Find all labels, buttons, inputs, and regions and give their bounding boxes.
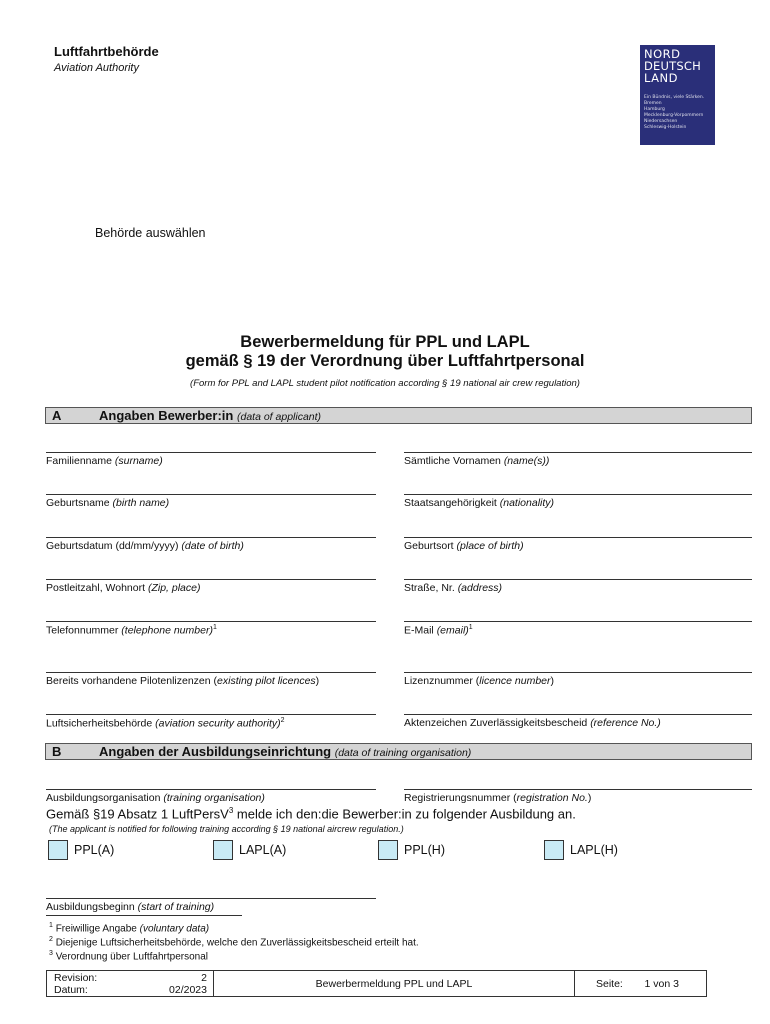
logo-tagline: Ein Bündnis, viele Stärken. Bremen Hamburg Mecklenburg-Vorpommern Niedersachsen Schleswig-Holstein — [644, 95, 705, 130]
authority-select[interactable]: Behörde auswählen — [95, 226, 206, 240]
lapl-a-label: LAPL(A) — [239, 843, 287, 857]
page-cell: Seite: 1 von 3 — [596, 978, 679, 990]
state-logo — [640, 45, 715, 145]
names-field[interactable]: Sämtliche Vornamen (name(s)) — [404, 452, 752, 471]
logo-line-1: NORD — [644, 47, 681, 61]
notification-text: Gemäß §19 Absatz 1 LuftPersV$^3$ melde ich den:die Bewerber:in zu folgender Ausbildung an. — [46, 806, 576, 822]
divider — [46, 915, 242, 916]
ppl-h-label: PPL(H) — [404, 843, 445, 857]
dob-field[interactable]: Geburtsdatum (dd/mm/yyyy) (date of birth) — [46, 537, 376, 556]
ppl-h-checkbox[interactable] — [378, 840, 398, 860]
section-title: Angaben der Ausbildungseinrichtung (data of training organisation) — [99, 744, 472, 759]
form-title: Bewerbermeldung für PPL und LAPL — [240, 333, 530, 351]
footnote-3: $^3$ Verordnung über Luftfahrtpersonal — [49, 950, 209, 963]
nationality-field[interactable]: Staatsangehörigkeit (nationality) — [404, 494, 752, 513]
training-org-field[interactable]: Ausbildungsorganisation (training organisation) — [46, 789, 376, 808]
logo-line-3: LAND — [644, 71, 678, 85]
security-authority-field[interactable]: Luftsicherheitsbehörde (aviation security authority)$^2$ — [46, 714, 376, 733]
registration-field[interactable]: Registrierungsnummer (registration No.) — [404, 789, 752, 808]
ppl-a-label: PPL(A) — [74, 843, 115, 857]
doc-title-cell: Bewerbermeldung PPL und LAPL — [214, 971, 575, 996]
zip-field[interactable]: Postleitzahl, Wohnort (Zip, place) — [46, 579, 376, 598]
phone-field[interactable]: Telefonnummer (telephone number)$^1$ — [46, 621, 376, 640]
birthplace-field[interactable]: Geburtsort (place of birth) — [404, 537, 752, 556]
footnote-2: $^2$ Diejenige Luftsicherheitsbehörde, welche den Zuverlässigkeitsbescheid erteilt hat. — [49, 936, 419, 949]
email-field[interactable]: E-Mail (email)$^1$ — [404, 621, 752, 640]
lapl-h-label: LAPL(H) — [570, 843, 618, 857]
reference-field[interactable]: Aktenzeichen Zuverlässigkeitsbescheid (reference No.) — [404, 714, 752, 733]
logo-line-2: DEUTSCH — [644, 59, 701, 73]
section-b-header — [45, 743, 752, 760]
authority-title: Luftfahrtbehörde — [54, 44, 159, 59]
form-subtitle: (Form for PPL and LAPL student pilot notification according § 19 national air crew regulation) — [190, 378, 580, 389]
section-a-header — [45, 407, 752, 424]
form-title-2: gemäß § 19 der Verordnung über Luftfahrtpersonal — [185, 352, 585, 370]
notification-text-en: (The applicant is notified for following training according § 19 national aircrew regulation.) — [49, 824, 404, 834]
ppl-a-checkbox[interactable] — [48, 840, 68, 860]
lapl-a-checkbox[interactable] — [213, 840, 233, 860]
footnote-1: $^1$ Freiwillige Angabe (voluntary data) — [49, 922, 210, 935]
surname-field[interactable]: Familienname (surname) — [46, 452, 376, 471]
footer-table — [46, 970, 707, 997]
licences-field[interactable]: Bereits vorhandene Pilotenlizenzen (existing pilot licences) — [46, 672, 376, 691]
section-letter: A — [52, 408, 62, 423]
licence-number-field[interactable]: Lizenznummer (licence number) — [404, 672, 752, 691]
revision-cell: Revision: 2 Datum: 02/2023 — [47, 971, 214, 996]
start-of-training-field[interactable]: Ausbildungsbeginn (start of training) — [46, 898, 376, 917]
birth-name-field[interactable]: Geburtsname (birth name) — [46, 494, 376, 513]
street-field[interactable]: Straße, Nr. (address) — [404, 579, 752, 598]
lapl-h-checkbox[interactable] — [544, 840, 564, 860]
section-letter: B — [52, 744, 62, 759]
authority-subtitle: Aviation Authority — [54, 62, 139, 74]
section-title: Angaben Bewerber:in (data of applicant) — [99, 408, 322, 423]
